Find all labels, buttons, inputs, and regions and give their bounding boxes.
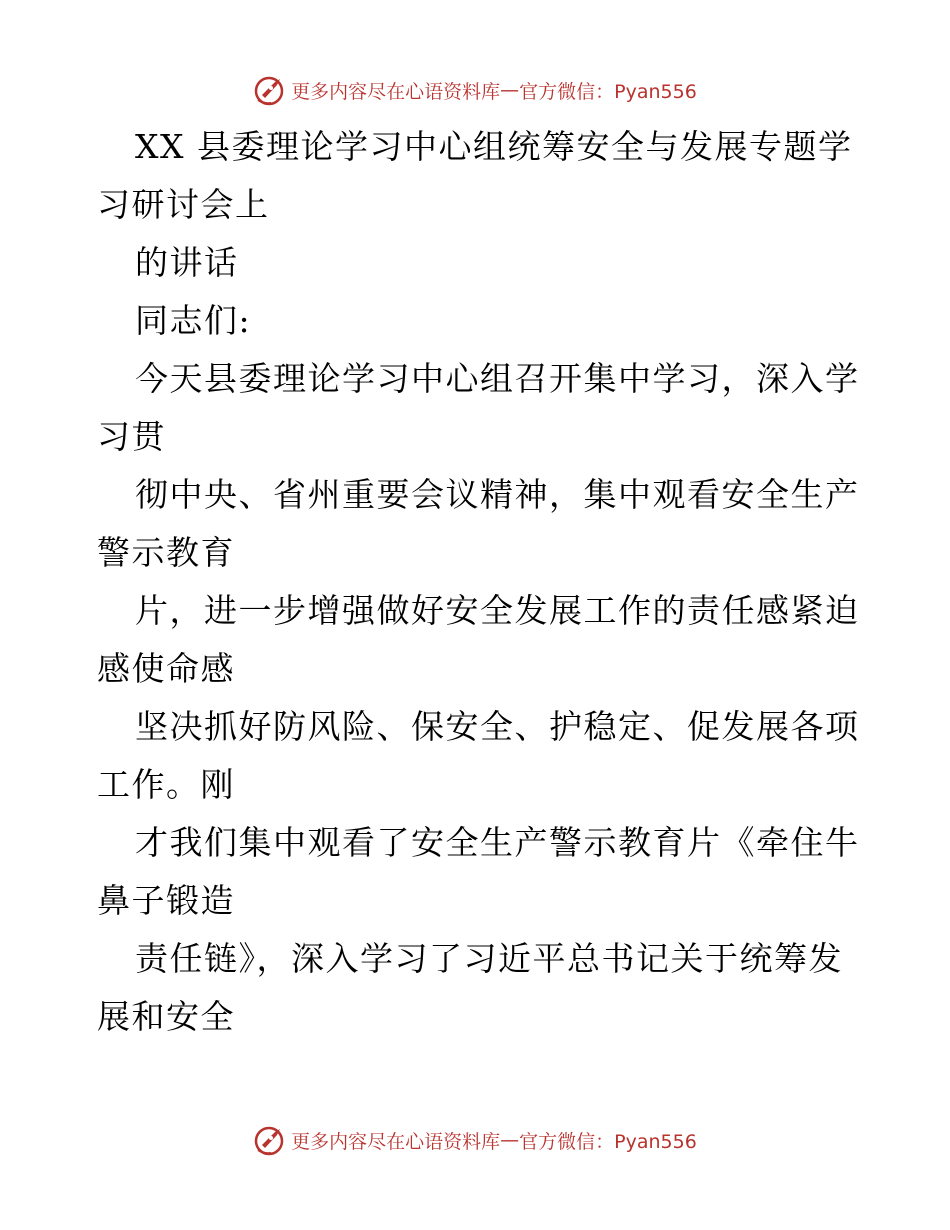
text-line: 的讲话 [135, 243, 239, 282]
text-line: 习研讨会上 [97, 185, 270, 224]
pen-nib-logo-icon [253, 73, 287, 107]
banner-dash: — [500, 79, 520, 101]
text-line: 彻中央、省州重要会议精神，集中观看安全生产 [135, 475, 860, 514]
banner-wechat-text: 官方微信：Pyan556 [519, 1130, 697, 1153]
pen-nib-logo-icon [253, 1123, 287, 1157]
text-line: 才我们集中观看了安全生产警示教育片《牵住牛 [135, 823, 860, 862]
text-line: 警示教育 [97, 533, 235, 572]
text-line: 工作。刚 [97, 765, 235, 804]
text-line: 同志们: [135, 301, 252, 340]
text-line: 坚决抓好防风险、保安全、护稳定、促发展各项 [135, 707, 860, 746]
text-line: 今天县委理论学习中心组召开集中学习，深入学 [135, 359, 860, 398]
header-banner [0, 70, 950, 110]
text-line: XX 县委理论学习中心组统筹安全与发展专题学 [135, 127, 853, 166]
banner-site-text: 更多内容尽在心语资料库 [291, 80, 501, 103]
footer-banner [0, 1120, 950, 1160]
text-line: 感使命感 [97, 649, 235, 688]
text-line: 鼻子锻造 [97, 881, 235, 920]
text-line: 片，进一步增强做好安全发展工作的责任感紧迫 [135, 591, 860, 630]
document-body [97, 118, 860, 1046]
banner-wechat-text: 官方微信：Pyan556 [519, 80, 697, 103]
text-line: 责任链》，深入学习了习近平总书记关于统筹发 [135, 939, 843, 978]
banner-dash: — [500, 1129, 520, 1151]
banner-site-text: 更多内容尽在心语资料库 [291, 1130, 501, 1153]
text-line: 展和安全 [97, 997, 235, 1036]
text-line: 习贯 [97, 417, 166, 456]
